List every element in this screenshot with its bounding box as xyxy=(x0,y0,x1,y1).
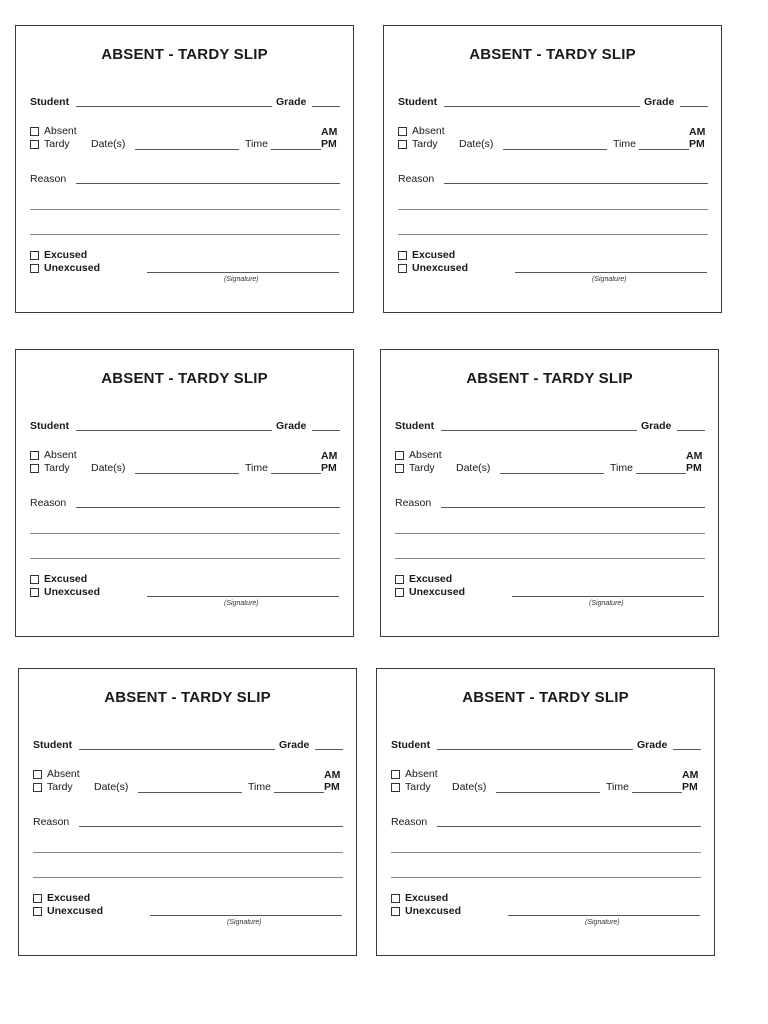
signature-field[interactable] xyxy=(512,596,704,597)
student-field[interactable] xyxy=(441,430,637,431)
dates-label: Date(s) xyxy=(456,462,491,474)
am-label: AM xyxy=(686,450,703,462)
reason-line-3[interactable] xyxy=(395,558,705,559)
tardy-checkbox[interactable] xyxy=(395,464,404,473)
slip-1 xyxy=(15,25,354,313)
absent-checkbox[interactable] xyxy=(391,770,400,779)
unexcused-checkbox[interactable] xyxy=(395,588,404,597)
time-field[interactable] xyxy=(632,792,682,793)
time-field[interactable] xyxy=(271,473,321,474)
absent-checkbox[interactable] xyxy=(30,127,39,136)
grade-label: Grade xyxy=(276,96,307,108)
reason-label: Reason xyxy=(398,173,435,185)
reason-label: Reason xyxy=(391,816,428,828)
student-label: Student xyxy=(391,739,431,751)
time-label: Time xyxy=(248,781,271,793)
time-label: Time xyxy=(610,462,633,474)
am-label: AM xyxy=(689,126,706,138)
dates-field[interactable] xyxy=(500,473,604,474)
reason-line-2[interactable] xyxy=(33,852,343,853)
tardy-checkbox[interactable] xyxy=(30,464,39,473)
student-field[interactable] xyxy=(437,749,633,750)
pm-label: PM xyxy=(321,138,337,150)
student-field[interactable] xyxy=(444,106,640,107)
am-label: AM xyxy=(682,769,699,781)
excused-label: Excused xyxy=(405,892,449,904)
tardy-label: Tardy xyxy=(409,462,435,474)
pm-label: PM xyxy=(682,781,698,793)
grade-label: Grade xyxy=(637,739,668,751)
tardy-checkbox[interactable] xyxy=(33,783,42,792)
unexcused-label: Unexcused xyxy=(44,586,101,598)
time-label: Time xyxy=(245,462,268,474)
tardy-label: Tardy xyxy=(44,138,70,150)
unexcused-label: Unexcused xyxy=(405,905,462,917)
reason-line-2[interactable] xyxy=(391,852,701,853)
unexcused-label: Unexcused xyxy=(44,262,101,274)
grade-field[interactable] xyxy=(312,430,340,431)
signature-label: (Signature) xyxy=(592,276,627,283)
absent-checkbox[interactable] xyxy=(398,127,407,136)
unexcused-checkbox[interactable] xyxy=(33,907,42,916)
time-label: Time xyxy=(245,138,268,150)
absent-checkbox[interactable] xyxy=(395,451,404,460)
excused-label: Excused xyxy=(409,573,453,585)
grade-field[interactable] xyxy=(315,749,343,750)
grade-label: Grade xyxy=(279,739,310,751)
excused-checkbox[interactable] xyxy=(30,251,39,260)
tardy-label: Tardy xyxy=(412,138,438,150)
student-field[interactable] xyxy=(76,106,272,107)
grade-field[interactable] xyxy=(680,106,708,107)
excused-label: Excused xyxy=(44,573,88,585)
signature-field[interactable] xyxy=(508,915,700,916)
slip-title: ABSENT - TARDY SLIP xyxy=(101,46,268,63)
absent-checkbox[interactable] xyxy=(33,770,42,779)
dates-field[interactable] xyxy=(135,473,239,474)
signature-label: (Signature) xyxy=(224,600,259,607)
tardy-checkbox[interactable] xyxy=(391,783,400,792)
slip-title: ABSENT - TARDY SLIP xyxy=(469,46,636,63)
unexcused-label: Unexcused xyxy=(47,905,104,917)
excused-checkbox[interactable] xyxy=(391,894,400,903)
am-label: AM xyxy=(321,450,338,462)
signature-field[interactable] xyxy=(147,272,339,273)
reason-field[interactable] xyxy=(76,507,340,508)
dates-label: Date(s) xyxy=(94,781,129,793)
slip-title: ABSENT - TARDY SLIP xyxy=(101,370,268,387)
excused-checkbox[interactable] xyxy=(398,251,407,260)
reason-field[interactable] xyxy=(437,826,701,827)
dates-label: Date(s) xyxy=(91,138,126,150)
dates-field[interactable] xyxy=(496,792,600,793)
unexcused-checkbox[interactable] xyxy=(30,588,39,597)
slip-6 xyxy=(376,668,715,956)
am-label: AM xyxy=(324,769,341,781)
slip-title: ABSENT - TARDY SLIP xyxy=(462,689,629,706)
unexcused-checkbox[interactable] xyxy=(30,264,39,273)
slip-title: ABSENT - TARDY SLIP xyxy=(104,689,271,706)
excused-checkbox[interactable] xyxy=(33,894,42,903)
grade-label: Grade xyxy=(644,96,675,108)
reason-line-3[interactable] xyxy=(30,234,340,235)
reason-line-2[interactable] xyxy=(30,533,340,534)
absent-label: Absent xyxy=(409,449,442,461)
time-label: Time xyxy=(606,781,629,793)
reason-line-2[interactable] xyxy=(30,209,340,210)
slip-3 xyxy=(15,349,354,637)
tardy-label: Tardy xyxy=(47,781,73,793)
grade-label: Grade xyxy=(276,420,307,432)
time-field[interactable] xyxy=(274,792,324,793)
reason-label: Reason xyxy=(30,173,67,185)
grade-field[interactable] xyxy=(312,106,340,107)
dates-field[interactable] xyxy=(135,149,239,150)
grade-label: Grade xyxy=(641,420,672,432)
grade-field[interactable] xyxy=(673,749,701,750)
signature-field[interactable] xyxy=(147,596,339,597)
signature-label: (Signature) xyxy=(589,600,624,607)
slip-2 xyxy=(383,25,722,313)
unexcused-label: Unexcused xyxy=(412,262,469,274)
absent-label: Absent xyxy=(412,125,445,137)
student-field[interactable] xyxy=(76,430,272,431)
signature-label: (Signature) xyxy=(585,919,620,926)
slip-4 xyxy=(380,349,719,637)
absent-label: Absent xyxy=(44,449,77,461)
student-label: Student xyxy=(395,420,435,432)
absent-label: Absent xyxy=(44,125,77,137)
unexcused-checkbox[interactable] xyxy=(391,907,400,916)
signature-field[interactable] xyxy=(515,272,707,273)
tardy-checkbox[interactable] xyxy=(30,140,39,149)
reason-label: Reason xyxy=(30,497,67,509)
signature-label: (Signature) xyxy=(227,919,262,926)
dates-label: Date(s) xyxy=(91,462,126,474)
excused-label: Excused xyxy=(412,249,456,261)
pm-label: PM xyxy=(689,138,705,150)
excused-label: Excused xyxy=(44,249,88,261)
time-field[interactable] xyxy=(271,149,321,150)
reason-field[interactable] xyxy=(441,507,705,508)
reason-field[interactable] xyxy=(76,183,340,184)
student-label: Student xyxy=(30,96,70,108)
signature-field[interactable] xyxy=(150,915,342,916)
student-label: Student xyxy=(33,739,73,751)
time-label: Time xyxy=(613,138,636,150)
tardy-label: Tardy xyxy=(44,462,70,474)
slip-5 xyxy=(18,668,357,956)
dates-field[interactable] xyxy=(138,792,242,793)
tardy-label: Tardy xyxy=(405,781,431,793)
pm-label: PM xyxy=(324,781,340,793)
reason-line-3[interactable] xyxy=(30,558,340,559)
dates-label: Date(s) xyxy=(459,138,494,150)
slip-title: ABSENT - TARDY SLIP xyxy=(466,370,633,387)
am-label: AM xyxy=(321,126,338,138)
reason-label: Reason xyxy=(395,497,432,509)
excused-checkbox[interactable] xyxy=(30,575,39,584)
student-label: Student xyxy=(30,420,70,432)
unexcused-label: Unexcused xyxy=(409,586,466,598)
dates-label: Date(s) xyxy=(452,781,487,793)
tardy-checkbox[interactable] xyxy=(398,140,407,149)
reason-line-3[interactable] xyxy=(33,877,343,878)
time-field[interactable] xyxy=(636,473,686,474)
pm-label: PM xyxy=(321,462,337,474)
dates-field[interactable] xyxy=(503,149,607,150)
unexcused-checkbox[interactable] xyxy=(398,264,407,273)
reason-line-3[interactable] xyxy=(398,234,708,235)
absent-label: Absent xyxy=(47,768,80,780)
student-label: Student xyxy=(398,96,438,108)
signature-label: (Signature) xyxy=(224,276,259,283)
reason-line-3[interactable] xyxy=(391,877,701,878)
reason-field[interactable] xyxy=(444,183,708,184)
pm-label: PM xyxy=(686,462,702,474)
student-field[interactable] xyxy=(79,749,275,750)
absent-checkbox[interactable] xyxy=(30,451,39,460)
reason-label: Reason xyxy=(33,816,70,828)
absent-label: Absent xyxy=(405,768,438,780)
reason-field[interactable] xyxy=(79,826,343,827)
excused-checkbox[interactable] xyxy=(395,575,404,584)
reason-line-2[interactable] xyxy=(398,209,708,210)
time-field[interactable] xyxy=(639,149,689,150)
reason-line-2[interactable] xyxy=(395,533,705,534)
excused-label: Excused xyxy=(47,892,91,904)
grade-field[interactable] xyxy=(677,430,705,431)
